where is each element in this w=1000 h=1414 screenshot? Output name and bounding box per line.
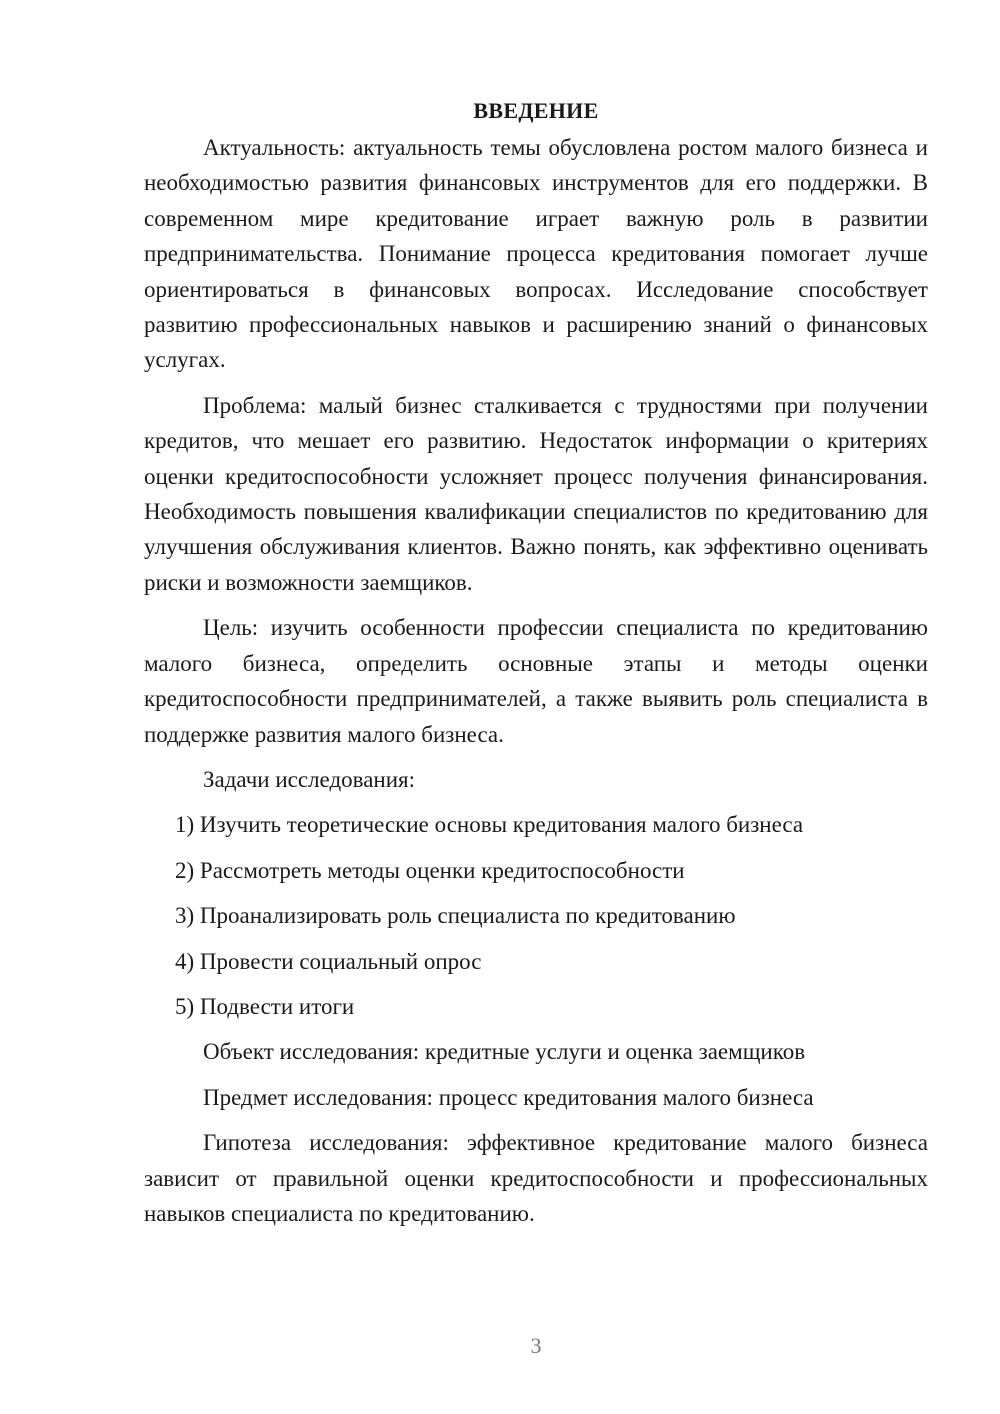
subject-paragraph: Предмет исследования: процесс кредитования малого бизнеса (203, 1084, 814, 1110)
problem-paragraph: Проблема: малый бизнес сталкивается с трудностями при получении кредитов, что мешает его развитию. Недостаток информации о критериях оценки кредитоспособности усложняет процесс получения финансирования. Необходимость повышения квалификации специалистов по кредитованию для улучшения обслуживания клиентов. Важно понять, как эффективно оценивать риски и возможности заемщиков. (144, 392, 928, 595)
tasks-heading: Задачи исследования: (203, 766, 416, 792)
goal-paragraph: Цель: изучить особенности профессии специалиста по кредитованию малого бизнеса, определить основные этапы и методы оценки кредитоспособности предпринимателей, а также выявить роль специалиста в поддержке развития малого бизнеса. (144, 615, 928, 747)
list-item: 3) Проанализировать роль специалиста по кредитованию (175, 903, 736, 929)
tasks-list (144, 807, 928, 1024)
document-page (144, 96, 928, 1241)
hypothesis-paragraph: Гипотеза исследования: эффективное кредитование малого бизнеса зависит от правильной оценки кредитоспособности и профессиональных навыков специалиста по кредитованию. (144, 1130, 928, 1226)
relevance-paragraph: Актуальность: актуальность темы обусловлена ростом малого бизнеса и необходимостью развития финансовых инструментов для его поддержки. В современном мире кредитование играет важную роль в развитии предпринимательства. Понимание процесса кредитования помогает лучше ориентироваться в финансовых вопросах. Исследование способствует развитию профессиональных навыков и расширению знаний о финансовых услугах. (144, 135, 928, 373)
list-item: 4) Провести социальный опрос (175, 948, 482, 974)
list-item: 2) Рассмотреть методы оценки кредитоспособности (175, 857, 685, 883)
page-number: 3 (530, 1333, 542, 1358)
list-item: 1) Изучить теоретические основы кредитования малого бизнеса (175, 812, 804, 838)
object-paragraph: Объект исследования: кредитные услуги и оценка заемщиков (203, 1039, 806, 1065)
page-title: ВВЕДЕНИЕ (473, 98, 599, 123)
list-item: 5) Подвести итоги (175, 993, 355, 1019)
